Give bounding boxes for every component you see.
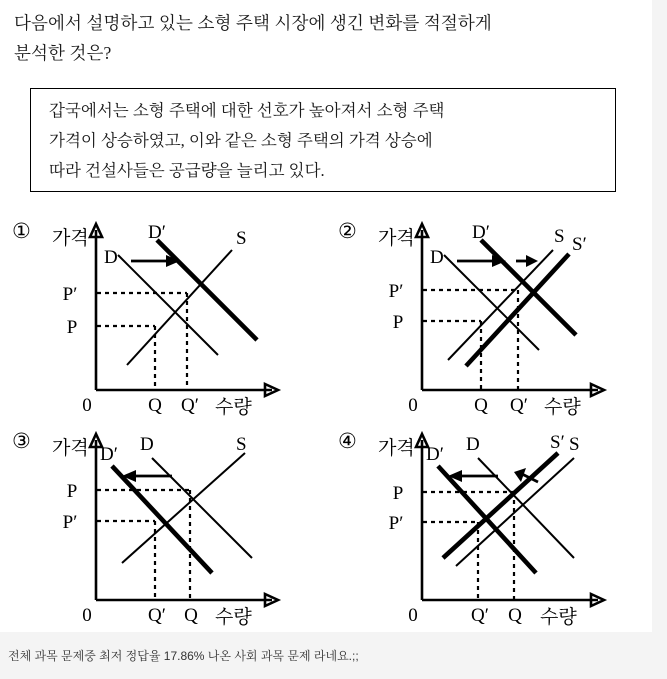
price-tick-lower-3: P′: [62, 512, 78, 533]
price-tick-upper-2: P′: [388, 281, 404, 302]
demand-label-initial-1: D: [104, 247, 118, 268]
quantity-tick-left-3: Q′: [148, 605, 166, 626]
quantity-tick-right-1: Q′: [181, 395, 199, 416]
passage-line-2: 가격이 상승하였고, 이와 같은 소형 주택의 가격 상승에: [49, 131, 433, 150]
supply-curve-1: [127, 250, 232, 365]
supply-label-initial-4: S: [569, 434, 580, 455]
origin-label-4: 0: [408, 605, 418, 626]
passage-line-3: 따라 건설사들은 공급량을 늘리고 있다.: [49, 161, 325, 180]
quantity-tick-right-3: Q: [184, 605, 198, 626]
demand-curve-shifted-3: [112, 466, 212, 573]
supply-curve-shifted-4: [443, 453, 558, 558]
demand-label-initial-2: D: [430, 247, 444, 268]
price-tick-upper-1: P′: [62, 284, 78, 305]
choice-number-3: ③: [12, 429, 31, 453]
choice-number-1: ①: [12, 219, 31, 243]
quantity-tick-right-4: Q: [508, 605, 522, 626]
question-prompt: [14, 8, 638, 68]
y-axis-label-2: 가격: [378, 228, 415, 249]
demand-curve-shifted-2: [481, 240, 576, 335]
choice-number-2: ②: [338, 219, 357, 243]
price-tick-upper-4: P: [392, 483, 404, 504]
price-tick-lower-4: P′: [388, 513, 404, 534]
demand-curve-initial-4: [478, 458, 574, 558]
origin-label-3: 0: [82, 605, 92, 626]
demand-curve-initial-1: [118, 255, 218, 355]
demand-label-initial-3: D: [140, 434, 154, 455]
answer-choice-4[interactable]: [326, 418, 652, 628]
quantity-tick-right-2: Q′: [510, 395, 528, 416]
y-axis-label-1: 가격: [52, 228, 89, 249]
demand-curve-shifted-1: [157, 240, 257, 340]
supply-curve-initial-2: [448, 250, 553, 360]
supply-label-initial-2: S: [554, 226, 565, 247]
answer-choice-3[interactable]: [0, 418, 326, 628]
choice-number-4: ④: [338, 429, 357, 453]
demand-curve-initial-3: [152, 458, 252, 558]
x-axis-label-4: 수량: [540, 607, 577, 628]
supply-label-shifted-2: S′: [572, 234, 587, 255]
supply-label-3: S: [236, 434, 247, 455]
x-axis-label-1: 수량: [215, 397, 252, 418]
price-tick-upper-3: P: [66, 481, 78, 502]
supply-shift-arrowhead-2: [526, 255, 538, 267]
x-axis-label-2: 수량: [544, 397, 581, 418]
x-axis-label-3: 수량: [215, 607, 252, 628]
supply-label-1: S: [236, 228, 247, 249]
quantity-tick-left-4: Q′: [471, 605, 489, 626]
demand-label-shifted-3: D′: [100, 444, 118, 465]
question-line-1: 다음에서 설명하고 있는 소형 주택 시장에 생긴 변화를 적절하게: [14, 13, 492, 33]
price-tick-lower-2: P: [392, 312, 404, 333]
y-axis-label-3: 가격: [52, 438, 89, 459]
origin-label-1: 0: [82, 395, 92, 416]
answer-choice-1[interactable]: [0, 208, 326, 418]
passage-line-1: 갑국에서는 소형 주택에 대한 선호가 높아져서 소형 주택: [49, 101, 445, 120]
quantity-tick-left-1: Q: [148, 395, 162, 416]
passage-box: [30, 88, 616, 192]
answer-choices: [0, 208, 652, 628]
price-tick-lower-1: P: [66, 317, 78, 338]
demand-label-shifted-1: D′: [148, 222, 166, 243]
supply-label-shifted-4: S′: [550, 432, 565, 453]
demand-label-shifted-4: D′: [426, 444, 444, 465]
footer-caption: 전체 과목 문제중 최저 정답율 17.86% 나온 사회 과목 문제 라네요.;;: [8, 649, 359, 663]
y-axis-label-4: 가격: [378, 438, 415, 459]
quantity-tick-left-2: Q: [474, 395, 488, 416]
passage-text: [49, 96, 601, 186]
origin-label-2: 0: [408, 395, 418, 416]
answer-choice-2[interactable]: [326, 208, 652, 418]
supply-curve-3: [122, 453, 245, 563]
demand-label-shifted-2: D′: [472, 222, 490, 243]
demand-label-initial-4: D: [466, 434, 480, 455]
question-line-2: 분석한 것은?: [14, 43, 112, 63]
